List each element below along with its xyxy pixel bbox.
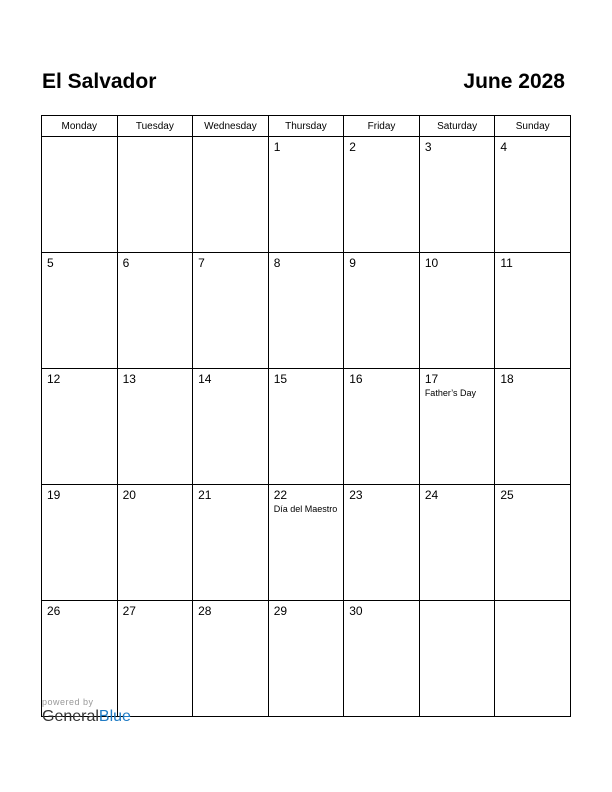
day-cell <box>344 485 420 601</box>
day-cell <box>268 137 344 253</box>
day-cell <box>344 253 420 369</box>
day-number: 12 <box>47 372 61 386</box>
calendar-body <box>42 137 571 717</box>
day-cell <box>117 137 193 253</box>
brand-name-part2: Blue <box>98 708 131 725</box>
day-number: 6 <box>122 256 130 270</box>
week-row <box>42 369 571 485</box>
brand-logo <box>42 708 131 726</box>
day-number: 21 <box>198 488 212 502</box>
day-cell <box>193 369 269 485</box>
powered-by-label: powered by <box>42 697 94 707</box>
day-number: 20 <box>122 488 136 502</box>
day-cell <box>193 253 269 369</box>
footer <box>42 697 131 726</box>
day-cell <box>42 485 118 601</box>
day-cell <box>117 253 193 369</box>
day-number: 30 <box>349 604 363 618</box>
brand-name-part1: General <box>42 708 99 725</box>
day-number: 11 <box>500 256 513 270</box>
day-number: 16 <box>349 372 363 386</box>
day-number: 7 <box>198 256 205 270</box>
day-cell <box>344 369 420 485</box>
holiday-label: Día del Maestro <box>273 504 338 514</box>
day-cell <box>419 253 495 369</box>
weekday-header: Wednesday <box>193 116 269 137</box>
day-number: 2 <box>349 140 356 154</box>
weekday-header: Monday <box>42 116 118 137</box>
week-row <box>42 485 571 601</box>
day-number: 25 <box>500 488 514 502</box>
day-cell <box>193 485 269 601</box>
day-cell <box>419 137 495 253</box>
day-number: 1 <box>273 140 281 154</box>
day-cell <box>495 485 571 601</box>
calendar-month-title: June 2028 <box>463 70 565 93</box>
day-cell <box>495 253 571 369</box>
day-number: 27 <box>122 604 136 618</box>
weekday-header: Sunday <box>495 116 571 137</box>
day-number: 13 <box>122 372 136 386</box>
day-cell <box>42 253 118 369</box>
day-cell <box>419 369 495 485</box>
day-cell <box>495 601 571 717</box>
weekday-header: Tuesday <box>117 116 193 137</box>
week-row <box>42 137 571 253</box>
day-cell <box>42 369 118 485</box>
day-number: 15 <box>273 372 288 386</box>
day-cell <box>268 369 344 485</box>
day-number: 14 <box>198 372 212 386</box>
day-number: 10 <box>424 256 439 270</box>
day-number: 24 <box>424 488 439 502</box>
weekday-header: Thursday <box>268 116 344 137</box>
holiday-label: Father’s Day <box>424 388 476 398</box>
day-cell <box>268 485 344 601</box>
day-number: 9 <box>349 256 356 270</box>
day-number: 18 <box>500 372 514 386</box>
calendar-grid <box>41 115 571 717</box>
day-number: 8 <box>273 256 281 270</box>
day-number: 26 <box>47 604 61 618</box>
day-cell <box>117 369 193 485</box>
day-cell <box>193 137 269 253</box>
weekday-header-row <box>42 116 571 137</box>
day-number: 17 <box>424 372 439 386</box>
day-number: 4 <box>500 140 508 154</box>
day-number: 19 <box>47 488 61 502</box>
day-number: 23 <box>349 488 363 502</box>
day-number: 22 <box>273 488 288 502</box>
weekday-header: Friday <box>344 116 420 137</box>
day-cell <box>495 137 571 253</box>
day-cell <box>268 601 344 717</box>
day-cell <box>42 137 118 253</box>
day-cell <box>419 601 495 717</box>
day-cell <box>344 601 420 717</box>
day-cell <box>117 485 193 601</box>
day-cell <box>419 485 495 601</box>
day-cell <box>495 369 571 485</box>
day-number: 28 <box>198 604 212 618</box>
day-cell <box>268 253 344 369</box>
week-row <box>42 253 571 369</box>
weekday-header: Saturday <box>419 116 495 137</box>
day-cell <box>344 137 420 253</box>
day-cell <box>193 601 269 717</box>
calendar-country-title: El Salvador <box>42 70 157 93</box>
day-number: 5 <box>47 256 54 270</box>
day-number: 29 <box>273 604 288 618</box>
day-number: 3 <box>424 140 432 154</box>
